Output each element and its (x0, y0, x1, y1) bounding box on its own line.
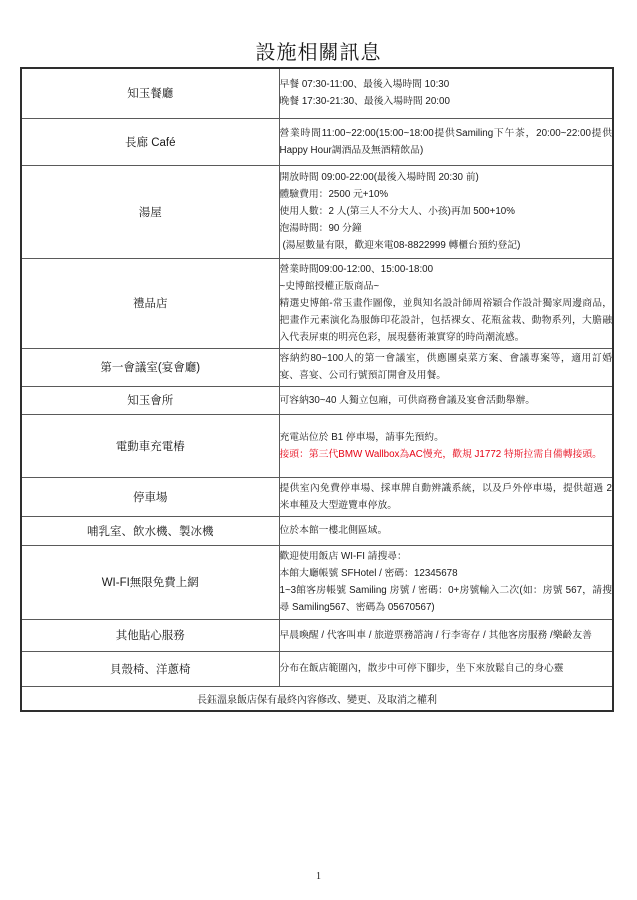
connector-notice: 接頭：第三代BMW Wallbox為AC慢充，歡規 J1772 特斯拉需自備轉接頭。 (279, 448, 602, 460)
facility-details (279, 516, 613, 545)
facility-name: 湯屋 (21, 165, 279, 258)
detail-line: ~史博館授權正版商品~ (279, 280, 380, 292)
page-title: 設施相關訊息 (255, 42, 382, 64)
facility-details (279, 545, 613, 619)
detail-line: (湯屋數量有限，歡迎來電08-8822999 轉櫃台預約登記) (282, 240, 521, 251)
detail-line: 早晨喚醒 / 代客叫車 / 旅遊票務諮詢 / 行李寄存 / 其他客房服務 /樂齡友善 (279, 629, 592, 641)
detail-line: 位於本館一樓北側區域。 (279, 525, 388, 536)
facility-name: 禮品店 (21, 258, 279, 348)
detail-line: 可容納30~40 人獨立包廂，可供商務會議及宴會活動舉辦。 (279, 394, 536, 406)
facility-details (279, 165, 613, 258)
detail-line: 早餐 07:30-11:00、最後入場時間 10:30 (279, 79, 450, 91)
table-row (21, 68, 613, 118)
table-row (21, 516, 613, 545)
facility-details (279, 118, 613, 165)
facility-name: 知玉餐廳 (21, 68, 279, 118)
facilities-table (20, 67, 614, 712)
detail-line: 晚餐 17:30-21:30、最後入場時間 20:00 (279, 96, 450, 108)
detail-line: 使用人數：2 人(第三人不分大人、小孩)再加 500+10% (279, 206, 515, 217)
detail-line: 容納約80~100人的第一會議室，供應團桌菜方案、會議專案等，適用訂婚宴、喜宴、公司行號預訂開會及用餐。 (279, 353, 612, 381)
facility-name: 停車場 (21, 477, 279, 516)
detail-line: 開放時間 09:00-22:00(最後入場時間 20:30 前) (279, 172, 479, 183)
disclaimer-row (21, 686, 613, 711)
detail-line: 體驗費用：2500 元+10% (279, 189, 389, 200)
detail-line: 營業時間09:00-12:00、15:00-18:00 (279, 263, 434, 275)
facility-name: 第一會議室(宴會廳) (21, 348, 279, 386)
table-row (21, 165, 613, 258)
table-row (21, 386, 613, 414)
disclaimer-text: 長鈺溫泉飯店保有最終內容修改、變更、及取消之權利 (21, 686, 613, 711)
detail-line: 泡湯時間：90 分鐘 (279, 223, 362, 234)
detail-line: 本館大廳帳號 SFHotel / 密碼：12345678 (279, 568, 458, 579)
facility-details (279, 477, 613, 516)
facility-details (279, 651, 613, 686)
detail-paragraph: 精選史博館-常玉畫作圖像，並與知名設計師周裕穎合作設計獨家周邊商品，把畫作元素演化為服飾印花設計，包括裸女、花瓶盆栽、動物系列，大膽融入代表屏東的明亮色彩，展現藝術兼實穿的時尚潮流感。 (279, 297, 612, 343)
facility-details (279, 619, 613, 651)
table-row (21, 258, 613, 348)
detail-line: 歡迎使用飯店 WI-FI 請搜尋： (279, 551, 407, 562)
detail-line: 分布在飯店範圍內，散步中可停下腳步，坐下來放鬆自己的身心靈 (279, 663, 564, 674)
facility-name: 電動車充電樁 (21, 414, 279, 477)
table-row (21, 414, 613, 477)
table-row (21, 651, 613, 686)
facility-details (279, 348, 613, 386)
facility-details (279, 386, 613, 414)
table-row (21, 118, 613, 165)
detail-line: 提供室內免費停車場、採車牌自動辨識系統，以及戶外停車場，提供超過 2 米車種及大型遊覽車停放。 (279, 482, 612, 511)
detail-line: 營業時間11:00~22:00(15:00~18:00提供Samiling下午茶，20:00~22:00提供Happy Hour調酒品及無酒精飲品) (279, 127, 612, 156)
table-row (21, 477, 613, 516)
facility-name: 其他貼心服務 (21, 619, 279, 651)
detail-line: 充電站位於 B1 停車場，請事先預約。 (279, 431, 444, 443)
facility-details (279, 68, 613, 118)
facility-details (279, 414, 613, 477)
facility-name: 貝殼椅、洋蔥椅 (21, 651, 279, 686)
facility-name: 長廊 Café (21, 118, 279, 165)
facility-name: WI-FI無限免費上網 (21, 545, 279, 619)
facility-name: 知玉會所 (21, 386, 279, 414)
facility-details (279, 258, 613, 348)
table-row (21, 545, 613, 619)
detail-line: 1~3館客房帳號 Samiling 房號 / 密碼：0+房號輸入二次(如：房號 567，請搜尋 Samiling567、密碼為 05670567) (279, 585, 612, 613)
page-number: 1 (316, 871, 321, 882)
table-row (21, 619, 613, 651)
table-row (21, 348, 613, 386)
facility-name: 哺乳室、飲水機、製冰機 (21, 516, 279, 545)
